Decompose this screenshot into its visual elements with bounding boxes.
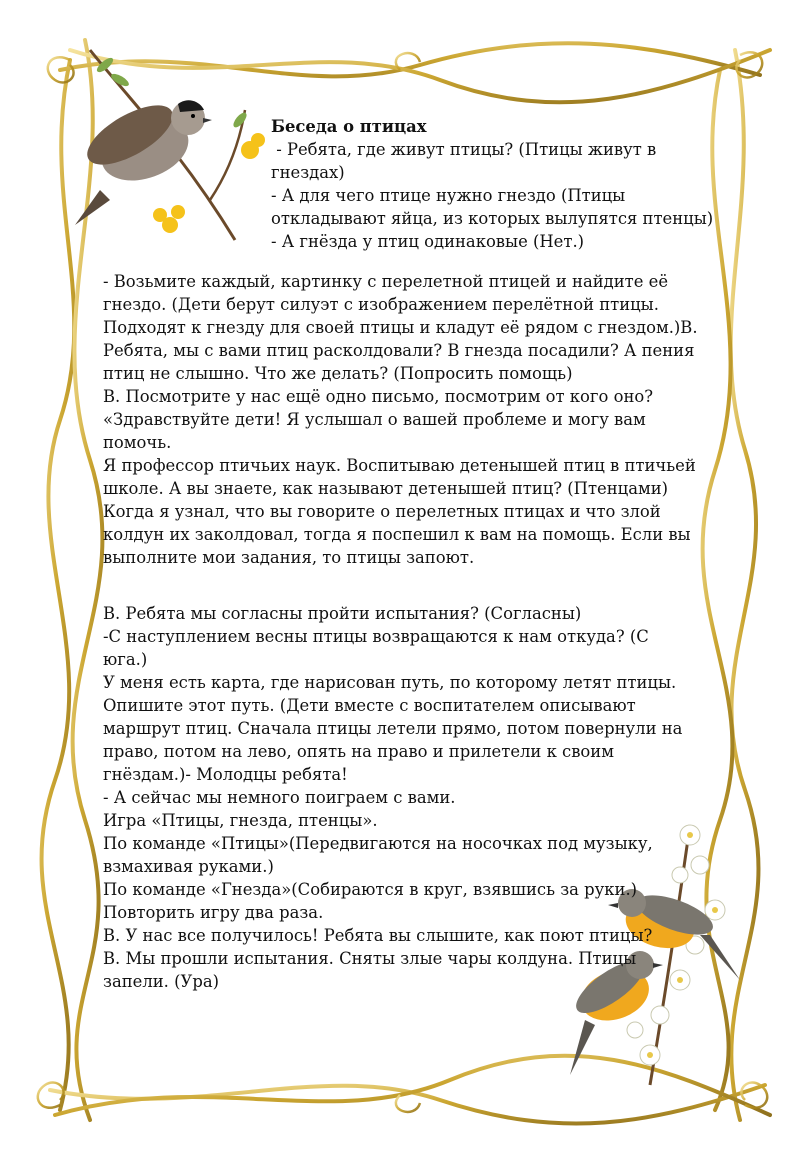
text-line: У меня есть карта, где нарисован путь, по которому летят птицы. [103,673,677,692]
text-line: взмахивая руками.) [103,857,274,876]
body-paragraph-2 [103,602,682,993]
text-line: школе. А вы знаете, как называют детенышей птиц? (Птенцами) [103,479,669,498]
text-line: юга.) [103,650,148,669]
intro-line: откладывают яйца, из которых вылупятся птенцы) [271,209,714,228]
page-title: Беседа о птицах [271,117,427,136]
text-line: гнездо. (Дети берут силуэт с изображением перелётной птицы. [103,295,659,314]
intro-block [271,115,713,253]
text-line: маршрут птиц. Сначала птицы летели прямо, потом повернули на [103,719,683,738]
text-line: запели. (Ура) [103,972,219,991]
intro-line: - А гнёзда у птиц одинаковые (Нет.) [271,232,585,251]
body-paragraph-1 [103,270,698,569]
text-line: -С наступлением весны птицы возвращаются к нам откуда? (С [103,627,649,646]
bird-on-branch-icon [60,40,290,255]
intro-line: - А для чего птице нужно гнездо (Птицы [271,186,626,205]
text-line: В. Ребята мы согласны пройти испытания? (Согласны) [103,604,582,623]
text-line: Ребята, мы с вами птиц расколдовали? В гнезда посадили? А пения [103,341,695,360]
text-line: право, потом на лево, опять на право и прилетели к своим [103,742,614,761]
text-line: В. Посмотрите у нас ещё одно письмо, посмотрим от кого оно? [103,387,654,406]
text-line: В. Мы прошли испытания. Сняты злые чары колдуна. Птицы [103,949,637,968]
text-line: Опишите этот путь. (Дети вместе с воспитателем описывают [103,696,636,715]
text-line: помочь. [103,433,172,452]
text-line: - А сейчас мы немного поиграем с вами. [103,788,456,807]
text-line: «Здравствуйте дети! Я услышал о вашей проблеме и могу вам [103,410,646,429]
text-line: выполните мои задания, то птицы запоют. [103,548,475,567]
text-line: птиц не слышно. Что же делать? (Попросить помощь) [103,364,573,383]
text-line: колдун их заколдовал, тогда я поспешил к вам на помощь. Если вы [103,525,691,544]
text-line: - Возьмите каждый, картинку с перелетной птицей и найдите её [103,272,669,291]
text-line: Я профессор птичьих наук. Воспитываю детенышей птиц в птичьей [103,456,696,475]
text-line: По команде «Птицы»(Передвигаются на носочках под музыку, [103,834,653,853]
intro-line: гнездах) [271,163,345,182]
intro-line: - Ребята, где живут птицы? (Птицы живут в [271,140,657,159]
text-line: Повторить игру два раза. [103,903,324,922]
text-line: Игра «Птицы, гнезда, птенцы». [103,811,378,830]
text-line: В. У нас все получилось! Ребята вы слышите, как поют птицы? [103,926,653,945]
text-line: По команде «Гнезда»(Собираются в круг, взявшись за руки.) [103,880,638,899]
text-line: Подходят к гнезду для своей птицы и кладут её рядом с гнездом.)В. [103,318,698,337]
text-line: гнёздам.)- Молодцы ребята! [103,765,348,784]
text-line: Когда я узнал, что вы говорите о перелетных птицах и что злой [103,502,661,521]
